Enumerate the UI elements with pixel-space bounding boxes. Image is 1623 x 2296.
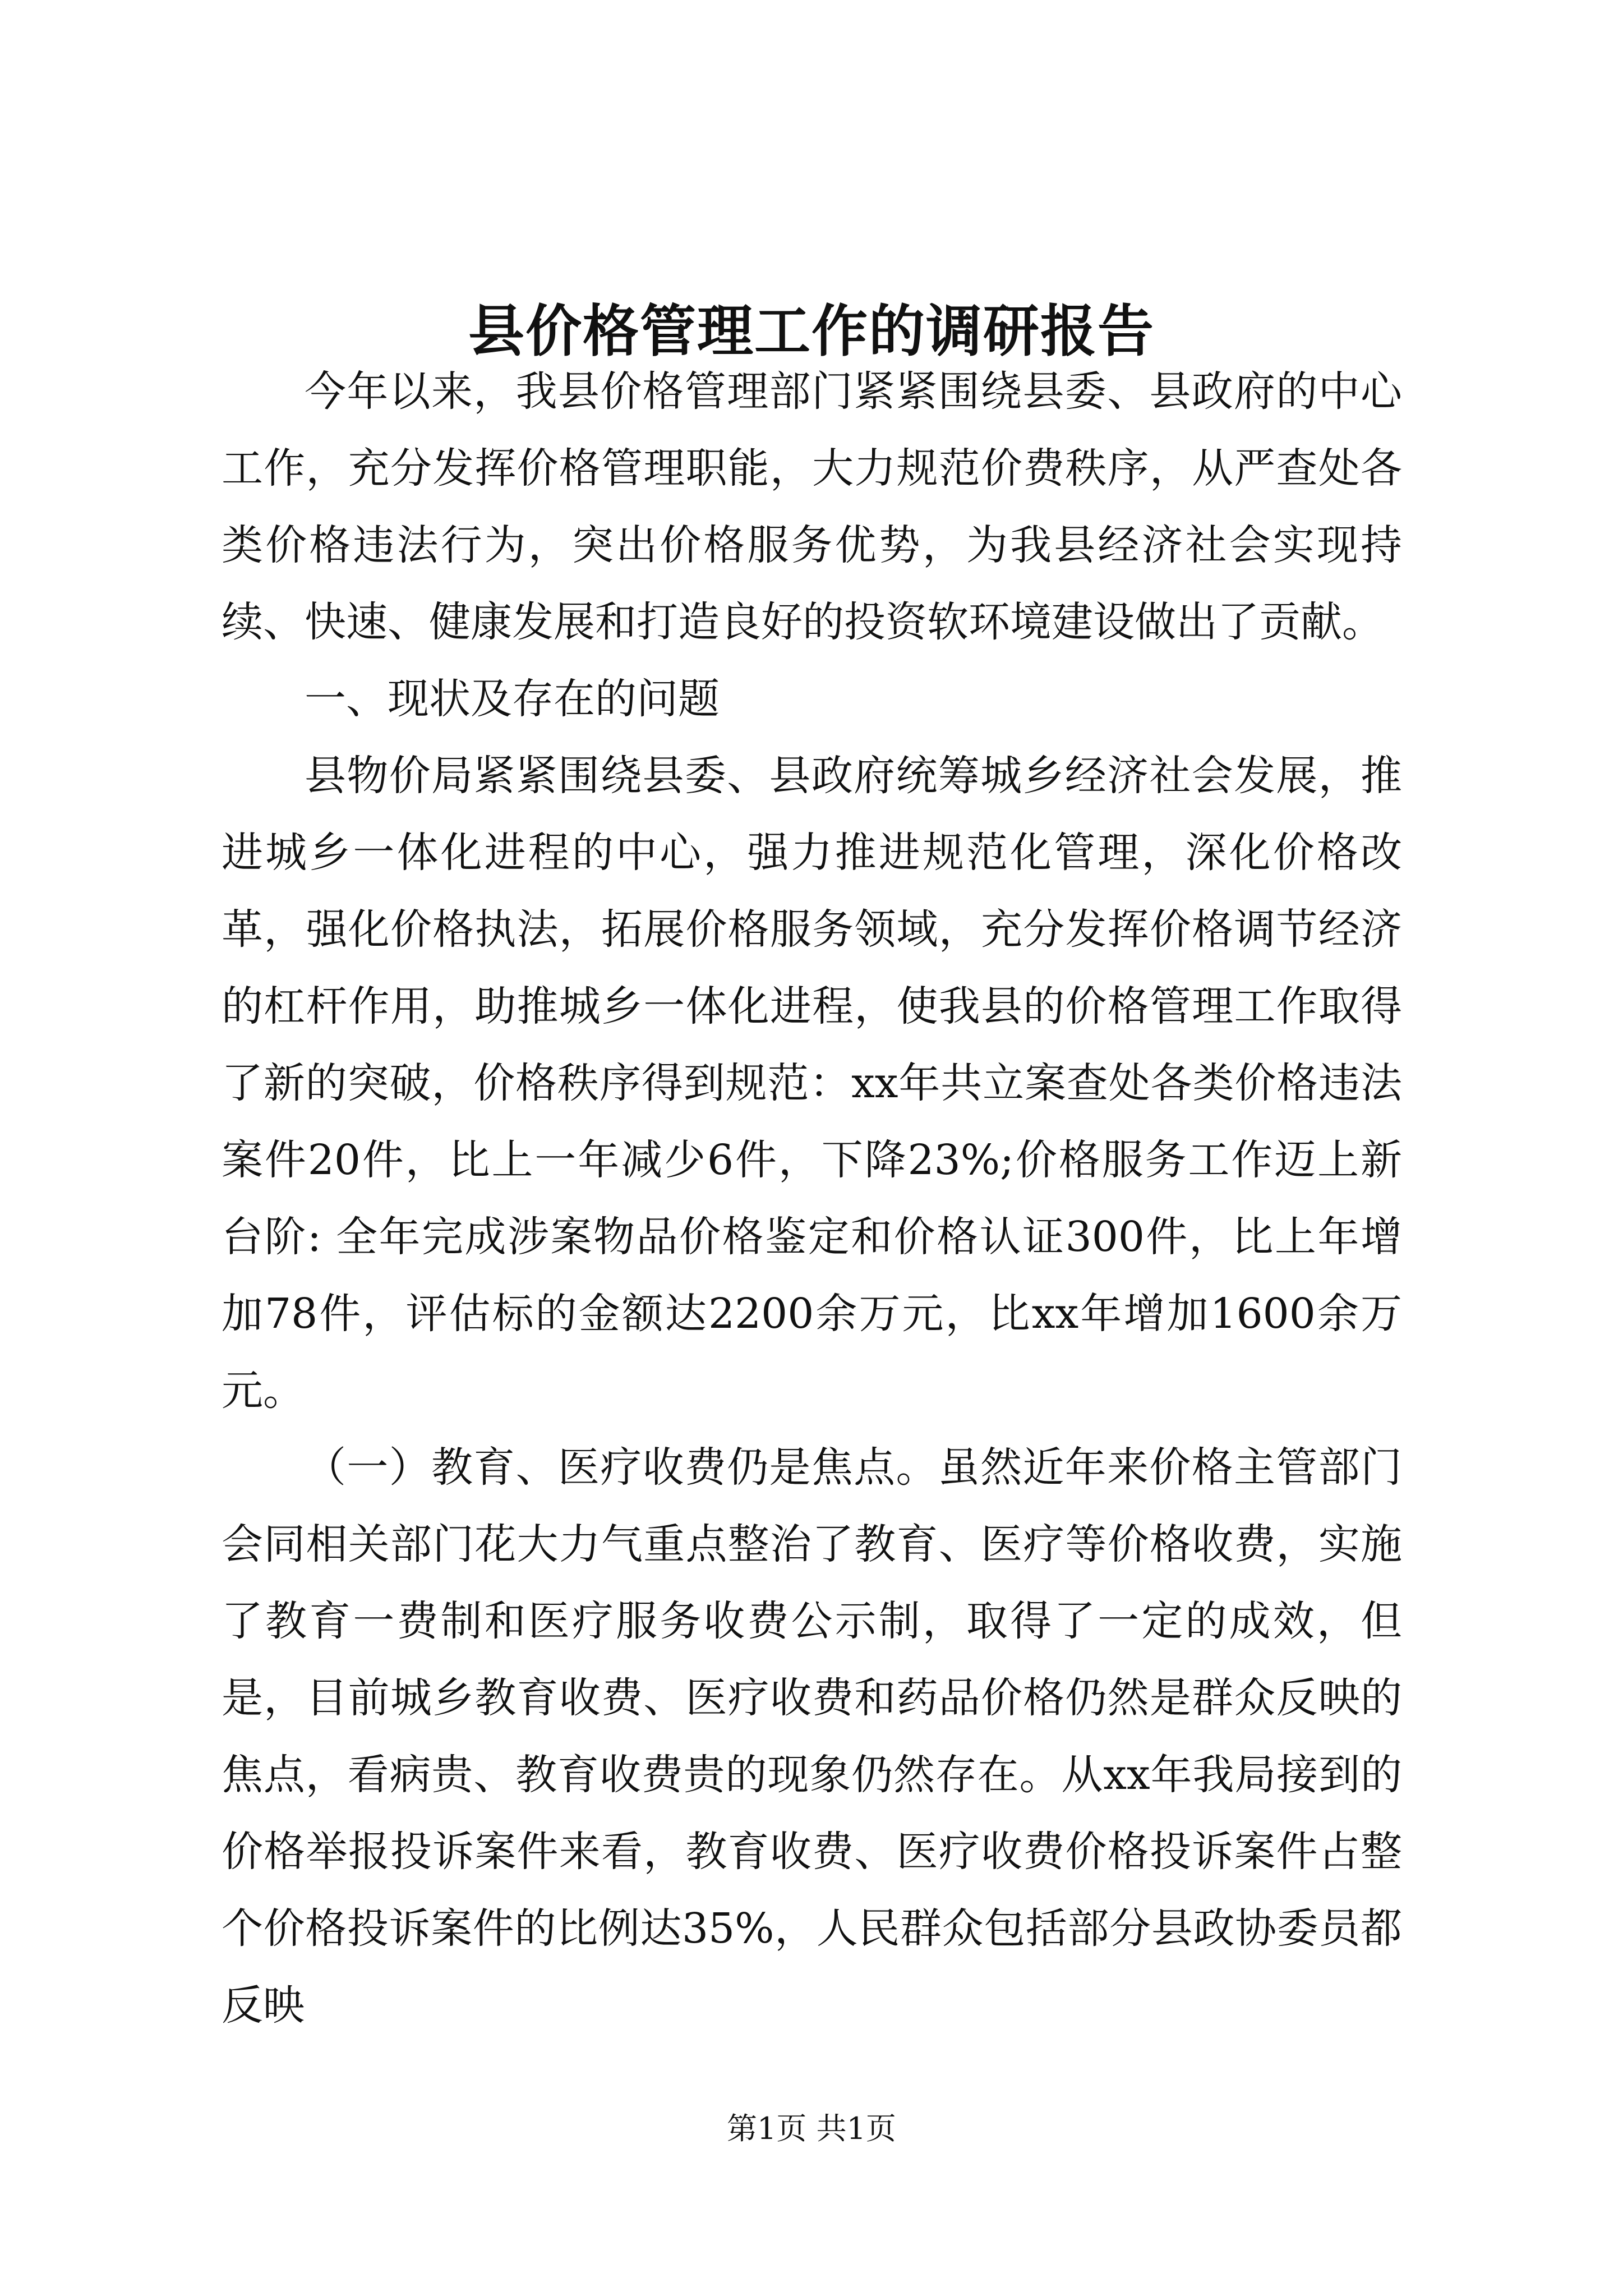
- paragraph-status: 县物价局紧紧围绕县委、县政府统筹城乡经济社会发展，推进城乡一体化进程的中心，强力推进规范化管理，深化价格改革，强化价格执法，拓展价格服务领域，充分发挥价格调节经济的杠杆作用，助推城乡一体化进程，使我县的价格管理工作取得了新的突破，价格秩序得到规范：xx年共立案查处各类价格违法案件20件，比上一年减少6件，下降23%;价格服务工作迈上新台阶: 全年完成涉案物品价格鉴定和价格认证300件，比上年增加78件，评估标的金额达2200余万元，比xx年增加1600余万元。: [222, 752, 1402, 1415]
- document-title: 县价格管理工作的调研报告: [468, 298, 1155, 364]
- paragraph-education-medical: （一）教育、医疗收费仍是焦点。虽然近年来价格主管部门会同相关部门花大力气重点整治了教育、医疗等价格收费，实施了教育一费制和医疗服务收费公示制，取得了一定的成效，但是，目前城乡教育收费、医疗收费和药品价格仍然是群众反映的焦点，看病贵、教育收费贵的现象仍然存在。从xx年我局接到的价格举报投诉案件来看，教育收费、医疗收费价格投诉案件占整个价格投诉案件的比例达35%，人民群众包括部分县政协委员都反映: [222, 1443, 1402, 2030]
- section-heading: 一、现状及存在的问题: [305, 675, 720, 723]
- paragraph-intro: 今年以来，我县价格管理部门紧紧围绕县委、县政府的中心工作，充分发挥价格管理职能，大力规范价费秩序，从严查处各类价格违法行为，突出价格服务优势，为我县经济社会实现持续、快速、健康发展和打造良好的投资软环境建设做出了贡献。: [222, 367, 1402, 646]
- page-footer: 第1页 共1页: [727, 2111, 896, 2146]
- document-body: [222, 353, 1402, 2044]
